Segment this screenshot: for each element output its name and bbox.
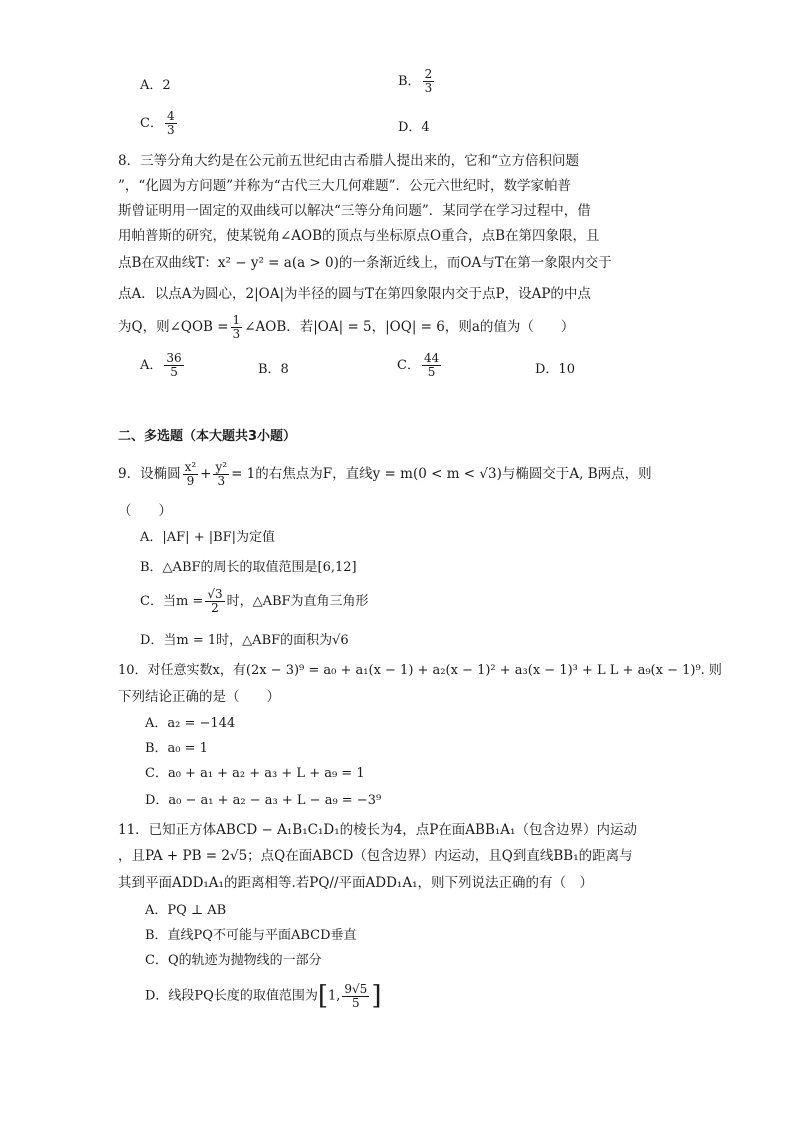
q11-option-a: A．PQ ⊥ AB bbox=[145, 903, 227, 918]
q8-line-4: 用帕普斯的研究，使某锐角∠AOB的顶点与坐标原点O重合，点B在第四象限，且 bbox=[118, 228, 600, 244]
q7-option-b bbox=[398, 68, 436, 95]
q9-paren: （ ） bbox=[118, 503, 172, 519]
q8-line-1: 8．三等分角大约是在公元前五世纪由古希腊人提出来的，它和“立方倍积问题 bbox=[118, 153, 579, 169]
q8-option-a: A． $\frac{36}{5}$ bbox=[140, 351, 182, 379]
q7-option-a: A．2 bbox=[140, 78, 171, 93]
q9-stem: 9．设椭圆 $\frac{\text{x²}}{9}$ + $\frac{\text{y²}}{3}$ = 1的右焦点为F，直线y = m(0 < m < √3)与椭圆交于A, B两点，则 bbox=[118, 460, 652, 488]
q11-option-c: C．Q的轨迹为抛物线的一部分 bbox=[145, 953, 322, 968]
q11-line-1: 11．已知正方体ABCD − A₁B₁C₁D₁的棱长为4，点P在面ABB₁A₁（包含边界）内运动 bbox=[118, 822, 637, 838]
q9-option-c-fraction: $\frac{√3}{2}$ bbox=[207, 587, 223, 615]
q7-option-c-label: C． bbox=[140, 116, 163, 131]
q11-left-bracket: [ bbox=[317, 981, 328, 1011]
q9-option-d: D．当m = 1时，△ABF的面积为√6 bbox=[140, 633, 349, 648]
q8-option-c: C． $\frac{44}{5}$ bbox=[397, 351, 440, 379]
q8-option-c-fraction: $\frac{44}{5}$ bbox=[423, 351, 440, 379]
q8-one-third-fraction: $\frac{1}{3}$ bbox=[232, 313, 241, 341]
q10-line-2: 下列结论正确的是（ ） bbox=[118, 689, 280, 705]
q10-option-c: C．a₀ + a₁ + a₂ + a₃ + L + a₉ = 1 bbox=[145, 766, 365, 781]
q11-line-3: 其到平面ADD₁A₁的距离相等.若PQ//平面ADD₁A₁，则下列说法正确的有（ ） bbox=[118, 875, 593, 891]
q8-line-2: ”，“化圆为方问题”并称为“古代三大几何难题”．公元六世纪时，数学家帕普 bbox=[118, 178, 572, 194]
section-heading-multiple-choice: 二、多选题（本大题共3小题） bbox=[118, 429, 297, 444]
q11-option-b: B．直线PQ不可能与平面ABCD垂直 bbox=[145, 928, 357, 943]
q11-option-d-fraction: $\frac{9√5}{5}$ bbox=[344, 981, 368, 1010]
q8-line-3: 斯曾证明用一固定的双曲线可以解决“三等分角问题”．某同学在学习过程中，借 bbox=[118, 203, 591, 219]
q7-option-b-label: B． bbox=[398, 74, 421, 89]
q10-option-d: D．a₀ − a₁ + a₂ − a₃ + L − a₉ = −3⁹ bbox=[145, 793, 382, 808]
q8-line-7: 为Q，则∠QOB = $\frac{1}{3}$ ∠AOB．若|OA| = 5，|OQ| = 6，则a的值为（ ） bbox=[118, 313, 575, 341]
q8-option-d: D．10 bbox=[535, 362, 575, 377]
q11-right-bracket: ] bbox=[371, 981, 382, 1011]
q11-line-2: ，且PA + PB = 2√5；点Q在面ABCD（包含边界）内运动，且Q到直线BB₁的距离与 bbox=[118, 848, 633, 864]
q8-line-6: 点A．以点A为圆心，2|OA|为半径的圆与T在第四象限内交于点P，设AP的中点 bbox=[118, 286, 591, 302]
q10-line-1: 10．对任意实数x，有(2x − 3)⁹ = a₀ + a₁(x − 1) + a₂(x − 1)² + a₃(x − 1)³ + L L + a₉(x − 1)⁹. 则 bbox=[118, 663, 722, 678]
q9-option-b: B．△ABF的周长的取值范围是[6,12] bbox=[140, 560, 357, 575]
q7-option-d: D．4 bbox=[398, 120, 430, 135]
q8-line-5: 点B在双曲线T：x² − y² = a(a > 0)的一条渐近线上，而OA与T在第一象限内交于 bbox=[118, 255, 612, 271]
q10-option-b: B．a₀ = 1 bbox=[145, 741, 208, 756]
q10-option-a: A．a₂ = −144 bbox=[145, 716, 236, 731]
q8-option-a-fraction: $\frac{36}{5}$ bbox=[166, 351, 182, 379]
q9-option-c: C．当m = $\frac{√3}{2}$ 时，△ABF为直角三角形 bbox=[140, 587, 369, 615]
q8-option-b: B．8 bbox=[258, 362, 289, 377]
q7-option-c bbox=[140, 110, 179, 137]
q9-y-fraction: $\frac{\text{y²}}{3}$ bbox=[215, 460, 228, 488]
q11-option-d: D．线段PQ长度的取值范围为[1, $\frac{9√5}{5}$ ] bbox=[145, 981, 382, 1011]
q9-option-a: A．|AF| + |BF|为定值 bbox=[140, 530, 276, 545]
q7-option-b-fraction: $\frac{2}{3}$ bbox=[424, 67, 433, 95]
q7-option-c-fraction: $\frac{4}{3}$ bbox=[166, 109, 175, 137]
q9-x-fraction: $\frac{\text{x²}}{9}$ bbox=[184, 460, 197, 488]
